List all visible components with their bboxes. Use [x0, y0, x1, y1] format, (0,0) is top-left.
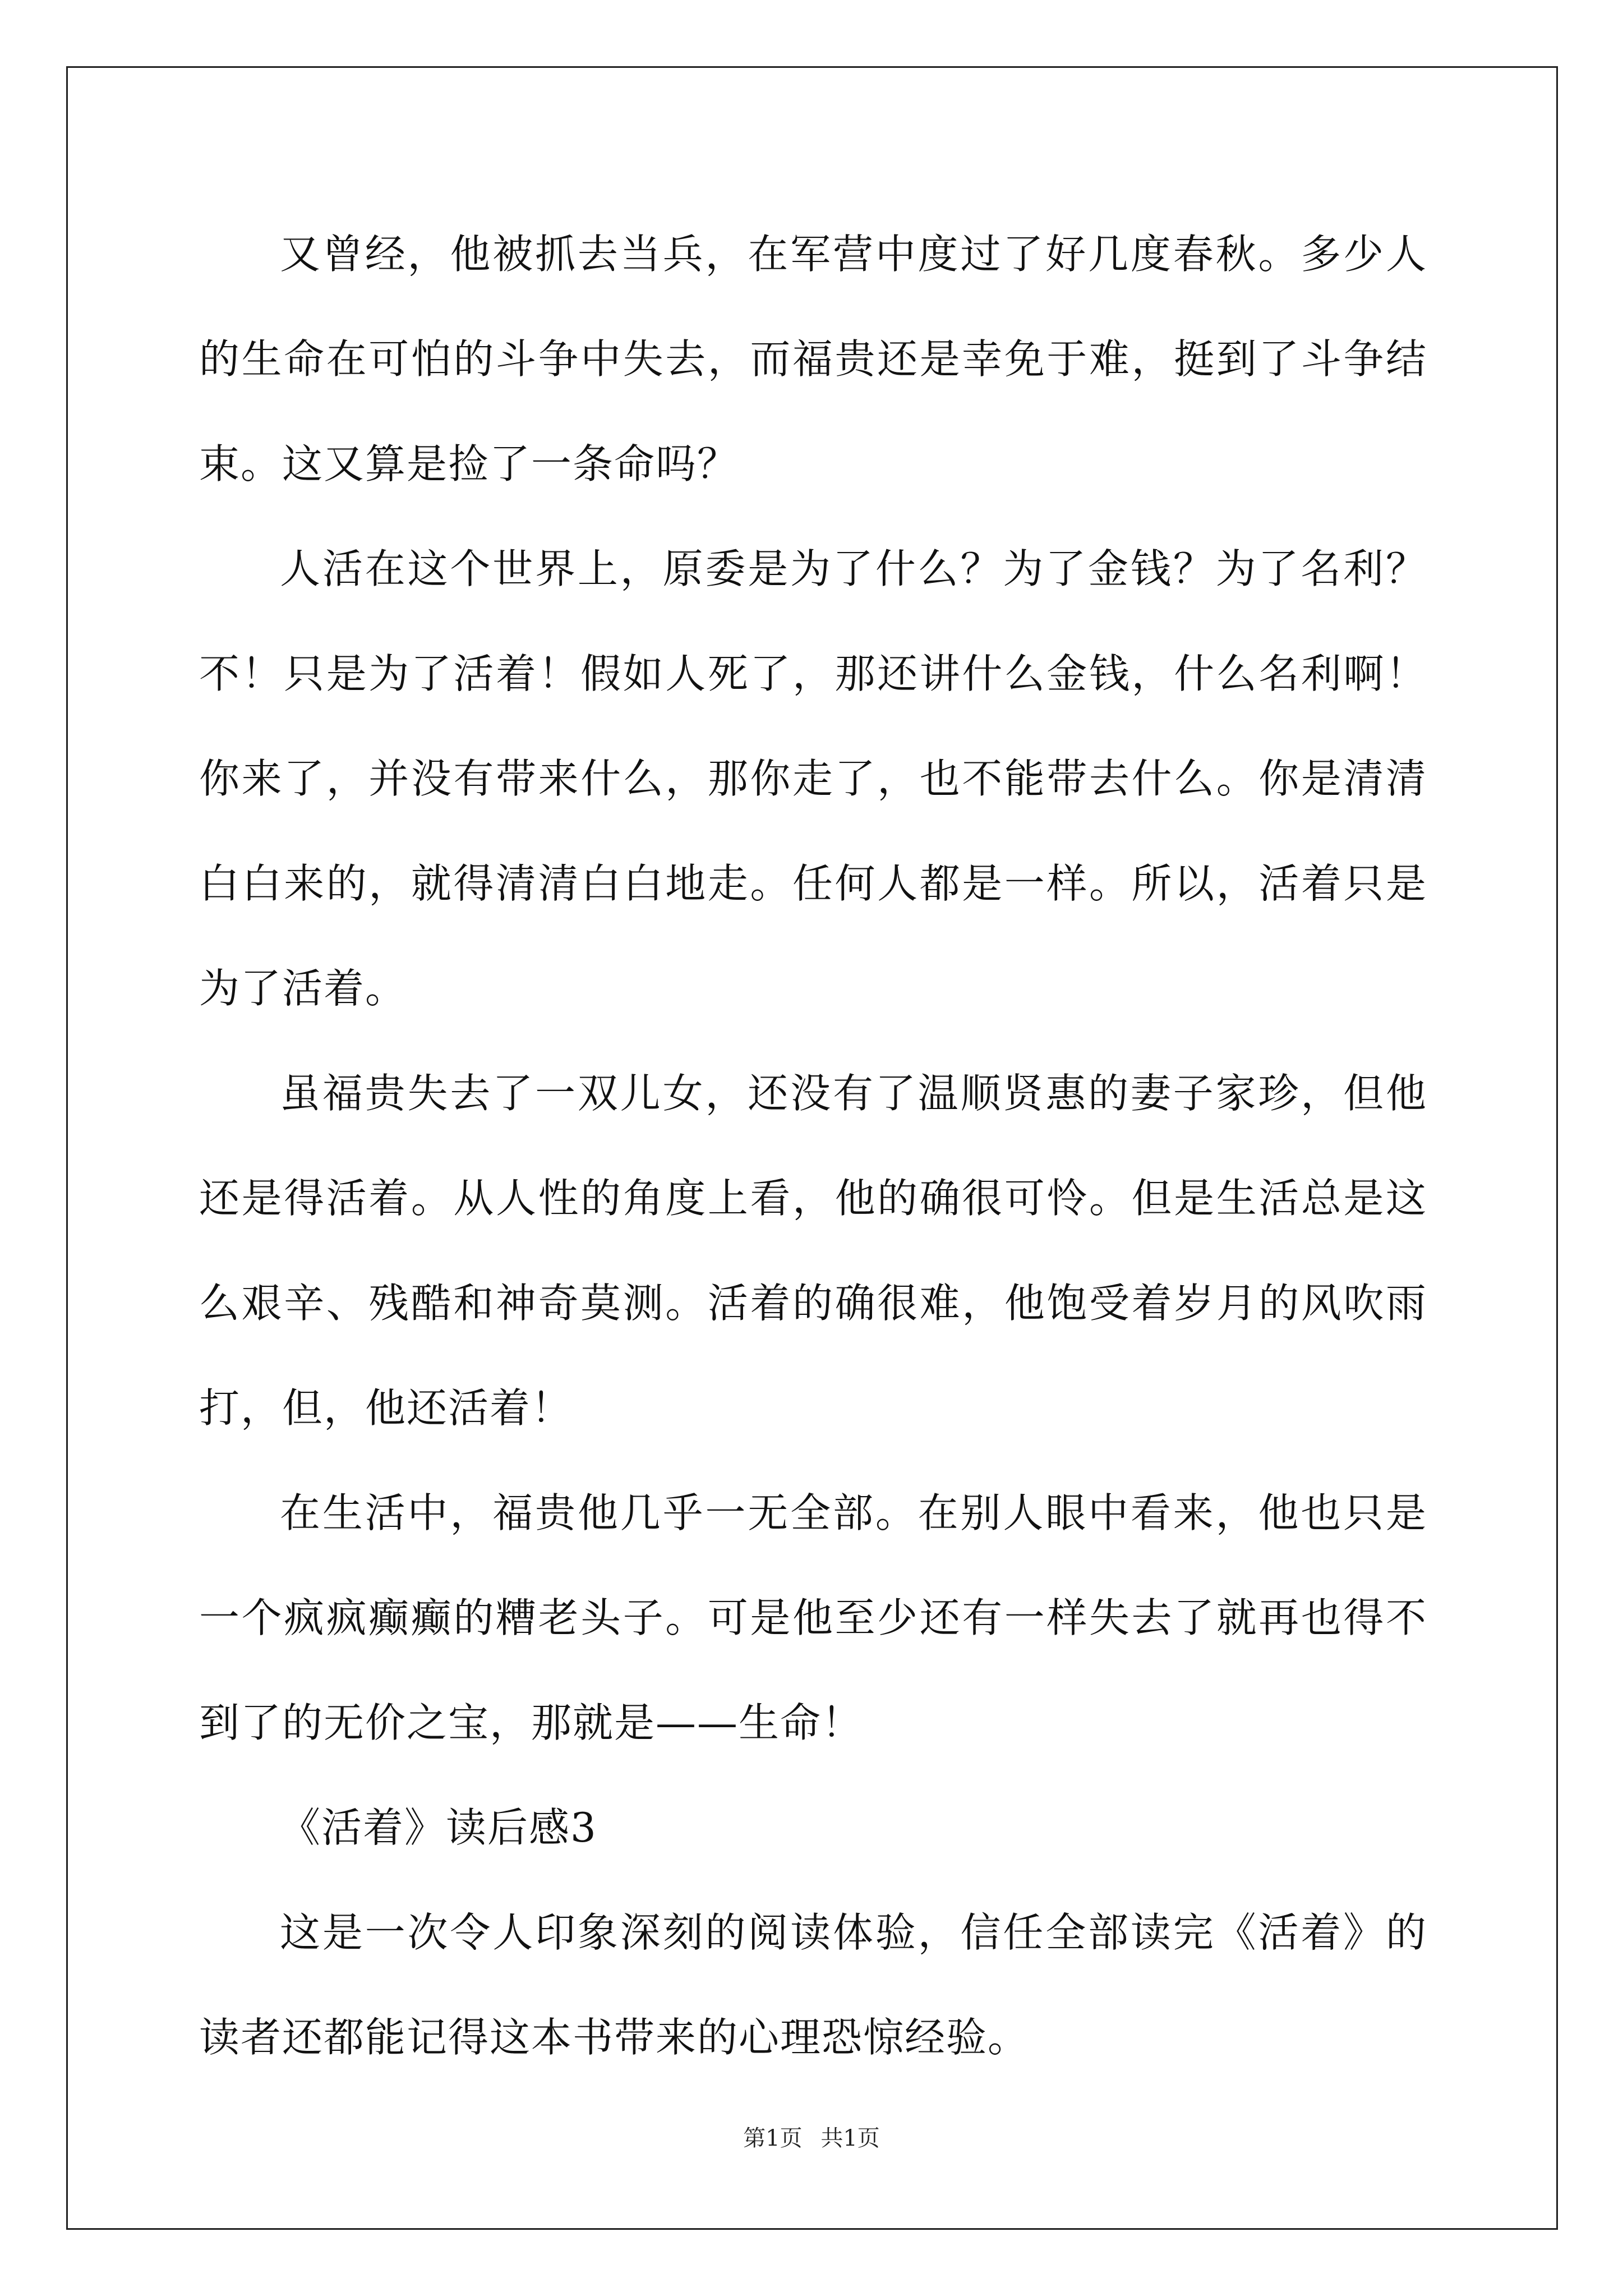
page-total: 共1页 [820, 2125, 880, 2151]
paragraph: 又曾经，他被抓去当兵，在军营中度过了好几度春秋。多少人的生命在可怕的斗争中失去，而福贵还是幸免于难，挺到了斗争结束。这又算是捡了一条命吗？ [199, 231, 1427, 487]
paragraph: 这是一次令人印象深刻的阅读体验，信任全部读完《活着》的读者还都能记得这本书带来的心理恐惊经验。 [199, 1909, 1427, 2061]
paragraph: 在生活中，福贵他几乎一无全部。在别人眼中看来，他也只是一个疯疯癫癫的糟老头子。可是他至少还有一样失去了就再也得不到了的无价之宝，那就是——生命！ [199, 1489, 1427, 1746]
paragraph: 虽福贵失去了一双儿女，还没有了温顺贤惠的妻子家珍，但他还是得活着。从人性的角度上看，他的确很可怜。但是生活总是这么艰辛、残酷和神奇莫测。活着的确很难，他饱受着岁月的风吹雨打，但，他还活着！ [199, 1070, 1427, 1432]
document-body [199, 202, 1427, 2090]
page-footer [0, 2122, 1623, 2155]
paragraph: 人活在这个世界上，原委是为了什么？为了金钱？为了名利？不！只是为了活着！假如人死了，那还讲什么金钱，什么名利啊！你来了，并没有带来什么，那你走了，也不能带去什么。你是清清白白来的，就得清清白白地走。任何人都是一样。所以，活着只是为了活着。 [199, 545, 1427, 1012]
page-number: 第1页 [743, 2125, 803, 2151]
section-heading: 《活着》读后感3 [280, 1804, 597, 1851]
